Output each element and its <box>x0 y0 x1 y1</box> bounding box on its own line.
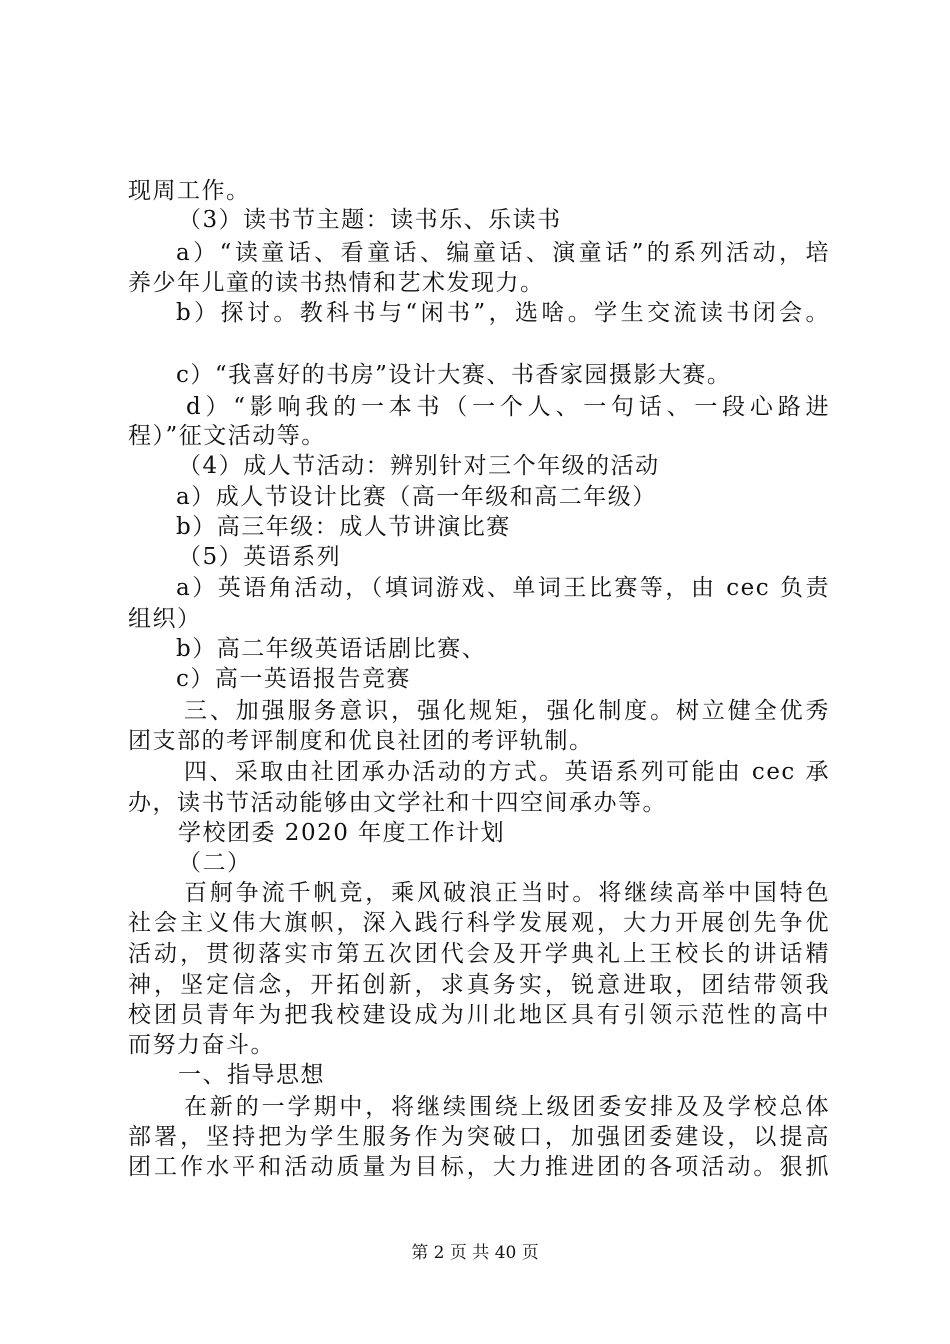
text-line: 团工作水平和活动质量为目标，大力推进团的各项活动。狠抓 <box>128 1154 830 1180</box>
text-line: c）“我喜好的书房”设计大赛、书香家园摄影大赛。 <box>176 362 732 388</box>
section-heading: 一、指导思想 <box>178 1062 325 1088</box>
text-line: a）成人节设计比赛（高一年级和高二年级） <box>176 484 657 510</box>
text-line: 四、采取由社团承办活动的方式。英语系列可能由 cec 承 <box>184 759 830 785</box>
text-line: 现周工作。 <box>128 178 251 204</box>
text-line: d）“影响我的一本书（一个人、一句话、一段心路进 <box>186 394 830 420</box>
text-line: 百舸争流千帆竞，乘风破浪正当时。将继续高举中国特色 <box>184 880 830 906</box>
text-line: a）“读童话、看童话、编童话、演童话”的系列活动，培 <box>176 240 830 266</box>
text-line: 学校团委 2020 年度工作计划 <box>178 820 506 846</box>
page-footer: 第 2 页 共 40 页 <box>411 1243 539 1263</box>
text-line: 活动，贯彻落实市第五次团代会及开学典礼上王校长的讲话精 <box>128 941 830 967</box>
text-line: 程）”征文活动等。 <box>128 423 326 449</box>
text-line: （4）成人节活动：辨别针对三个年级的活动 <box>178 453 660 479</box>
text-line: a）英语角活动，（填词游戏、单词王比赛等，由 cec 负责 <box>176 575 830 601</box>
text-line: 组织） <box>128 606 202 632</box>
text-line: b）高二年级英语话剧比赛、 <box>176 636 487 662</box>
text-line: （5）英语系列 <box>178 544 342 570</box>
text-line: 办，读书节活动能够由文学社和十四空间承办等。 <box>128 790 667 816</box>
text-line: 部署，坚持把为学生服务作为突破口，加强团委建设，以提高 <box>128 1124 830 1150</box>
text-line: 而努力奋斗。 <box>128 1032 275 1058</box>
text-line: 团支部的考评制度和优良社团的考评轨制。 <box>128 728 594 754</box>
text-line: b）高三年级：成人节讲演比赛 <box>176 514 511 540</box>
text-line: 三、加强服务意识，强化规矩，强化制度。树立健全优秀 <box>184 698 830 724</box>
text-line: （3）读书节主题：读书乐、乐读书 <box>178 207 562 233</box>
text-line: b）探讨。教科书与“闲书”，选啥。学生交流读书闭会。 <box>176 300 830 326</box>
text-line: 校团员青年为把我校建设成为川北地区具有引领示范性的高中 <box>128 1002 830 1028</box>
text-line: 神，坚定信念，开拓创新，求真务实，锐意进取，团结带领我 <box>128 972 830 998</box>
text-line: 在新的一学期中，将继续围绕上级团委安排及及学校总体 <box>184 1094 830 1120</box>
text-line: 社会主义伟大旗帜，深入践行科学发展观，大力开展创先争优 <box>128 910 830 936</box>
text-line: 养少年儿童的读书热情和艺术发现力。 <box>128 270 545 296</box>
text-line: （二） <box>178 850 252 876</box>
text-line: c）高一英语报告竞赛 <box>176 666 411 692</box>
